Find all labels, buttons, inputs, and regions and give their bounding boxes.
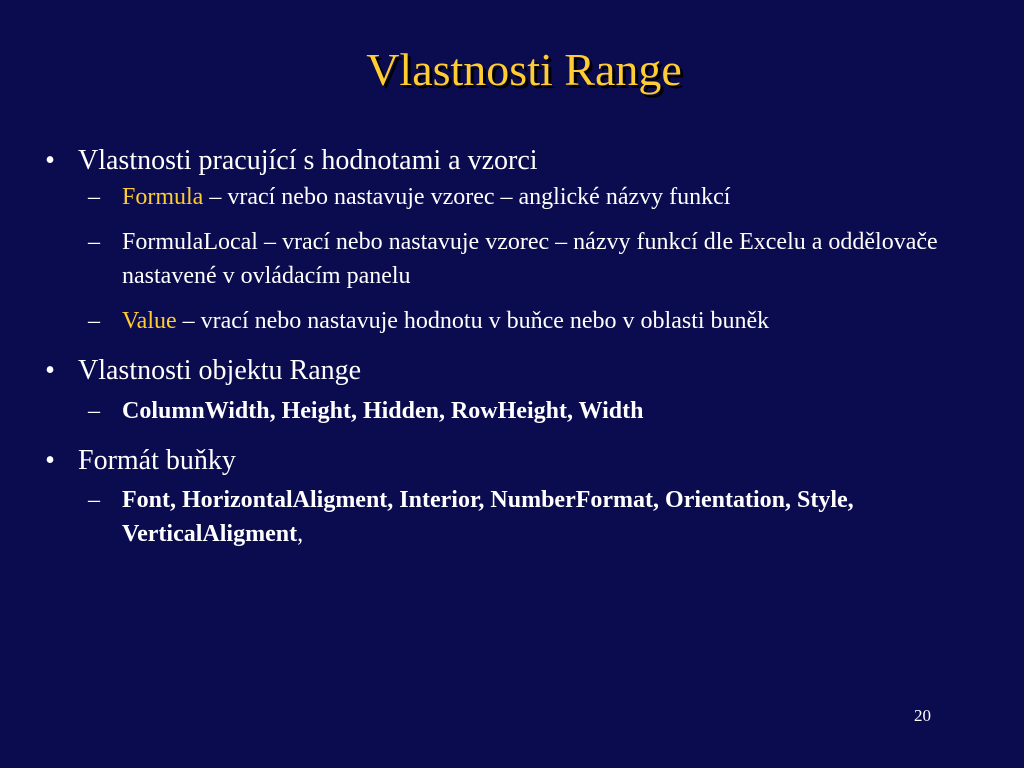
sub-item-text: ColumnWidth, Height, Hidden, RowHeight, Width <box>122 398 644 424</box>
sub-item-text: FormulaLocal – vrací nebo nastavuje vzorec – názvy funkcí dle Excelu a oddělovače nastavené v ovládacím panelu <box>122 229 938 289</box>
bullet-icon: • <box>45 145 55 176</box>
sub-item-text: – vrací nebo nastavuje hodnotu v buňce nebo v oblasti buněk <box>176 308 770 334</box>
bullet-text: Formát buňky <box>78 445 236 476</box>
dash-icon: – <box>88 184 100 210</box>
slide-title: Vlastnosti Range <box>366 44 682 95</box>
slide-content <box>40 143 1000 551</box>
sub-item <box>40 303 1000 339</box>
sub-item-text: – vrací nebo nastavuje vzorec – anglické názvy funkcí <box>203 184 731 210</box>
bullet-item <box>40 143 1000 179</box>
dash-icon: – <box>88 487 100 513</box>
dash-icon: – <box>88 308 100 334</box>
sub-item <box>40 483 1000 551</box>
dash-icon: – <box>88 229 100 255</box>
sub-item <box>40 393 1000 429</box>
sub-item <box>40 179 1000 215</box>
bullet-icon: • <box>45 445 55 476</box>
page-number: 20 <box>914 706 931 725</box>
bullet-text: Vlastnosti objektu Range <box>78 355 362 386</box>
keyword-formula: Formula <box>122 184 204 210</box>
bullet-item <box>40 443 1000 479</box>
bullet-icon: • <box>45 355 55 386</box>
bullet-item <box>40 353 1000 389</box>
sub-item-text: Font, HorizontalAligment, Interior, NumberFormat, Orientation, Style, VerticalAligment <box>122 487 854 547</box>
bullet-text: Vlastnosti pracující s hodnotami a vzorci <box>78 145 538 176</box>
sub-item <box>40 225 1000 293</box>
keyword-value: Value <box>122 308 177 334</box>
dash-icon: – <box>88 398 100 424</box>
trailing-comma: , <box>297 521 304 547</box>
